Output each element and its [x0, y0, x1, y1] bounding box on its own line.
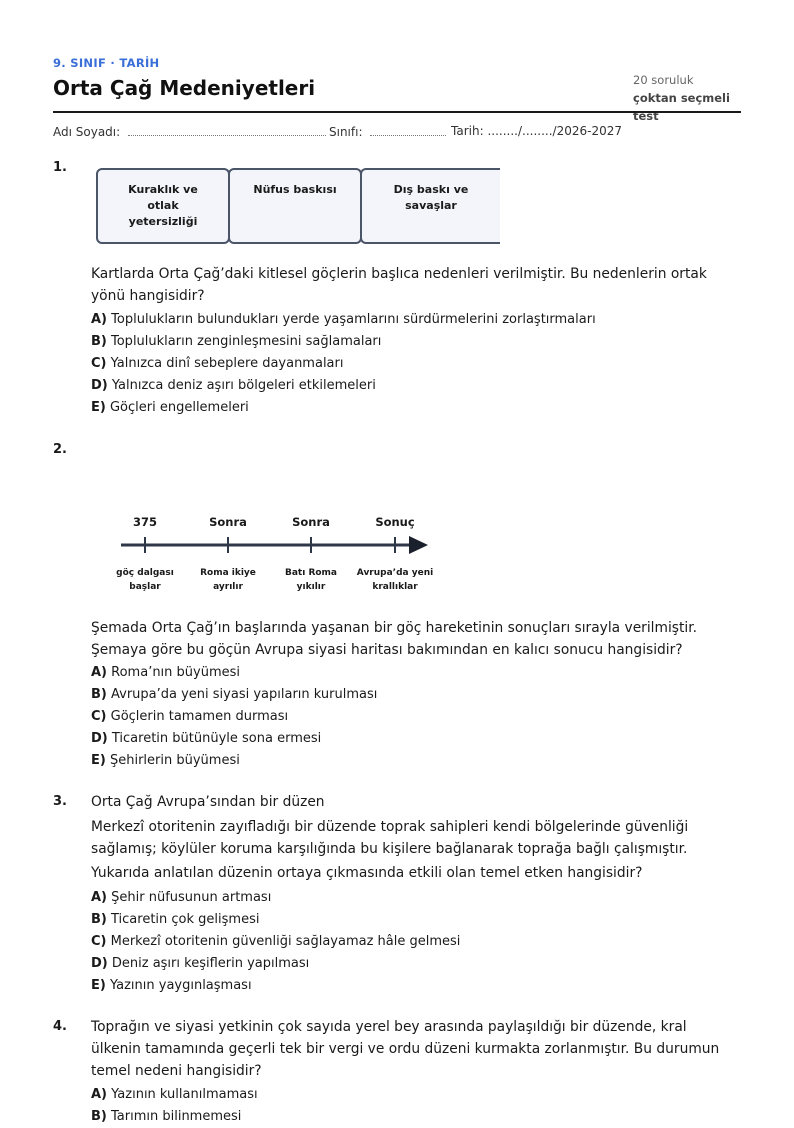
option-e[interactable]: E) Şehirlerin büyümesi — [91, 753, 240, 768]
timeline-bottom-label: Roma ikiye — [200, 568, 256, 578]
name-field[interactable] — [128, 124, 326, 136]
option-c[interactable]: C) Yalnızca dinî sebeplere dayanmaları — [91, 356, 344, 371]
timeline-bottom-label: başlar — [129, 582, 161, 592]
option-e[interactable]: E) Yazının yaygınlaşması — [91, 978, 252, 993]
option-c[interactable]: C) Merkezî otoritenin güvenliği sağlayamaz hâle gelmesi — [91, 934, 461, 949]
option-a[interactable]: A) Şehir nüfusunun artması — [91, 890, 272, 905]
page-title: Orta Çağ Medeniyetleri — [53, 76, 316, 100]
cause-card — [360, 168, 500, 244]
timeline-bottom-label: yıkılır — [296, 582, 326, 592]
timeline-diagram — [113, 505, 493, 600]
timeline-bottom-label: göç dalgası — [116, 568, 174, 578]
date-label: Tarih: — [451, 124, 484, 138]
date-field[interactable]: ......../......../2026-2027 — [487, 124, 622, 138]
cause-card — [96, 168, 230, 244]
option-c[interactable]: C) Göçlerin tamamen durması — [91, 709, 289, 724]
timeline-arrowhead — [409, 536, 428, 554]
option-d[interactable]: D) Ticaretin bütünüyle sona ermesi — [91, 731, 322, 746]
question-text: Yukarıda anlatılan düzenin ortaya çıkmasında etkili olan temel etken hangisidir? — [91, 865, 643, 881]
question-passage: Merkezî otoritenin zayıfladığı bir düzende toprak sahipleri kendi bölgelerinde güvenliği sağlamış; köylüler koruma karşılığında bu kişilere bağlanarak toprağa bağlı çalışmıştır. — [91, 819, 689, 857]
question-number: 3. — [53, 794, 67, 809]
class-field[interactable] — [370, 124, 446, 136]
question-text: Şemada Orta Çağ’ın başlarında yaşanan bir göç hareketinin sonuçları sırayla verilmiştir. Şemaya göre bu göçün Avrupa siyasi haritası bakımından en kalıcı sonucu hangisidir? — [91, 620, 698, 658]
option-b[interactable]: B) Ticaretin çok gelişmesi — [91, 912, 260, 927]
options-list — [91, 309, 731, 419]
header-divider — [53, 111, 741, 113]
question-number: 2. — [53, 442, 67, 457]
timeline-top-label: Sonra — [292, 515, 330, 529]
option-b[interactable]: B) Avrupa’da yeni siyasi yapıların kurulması — [91, 687, 378, 702]
option-d[interactable]: D) Deniz aşırı keşiflerin yapılması — [91, 956, 310, 971]
cause-card-text: Dış baskı ve savaşlar — [393, 183, 469, 212]
cause-card-text: Kuraklık ve otlak yetersizliği — [128, 183, 198, 228]
options-list — [91, 662, 731, 772]
timeline-bottom-label: Avrupa’da yeni — [356, 568, 434, 578]
test-type: çoktan seçmeli test — [633, 91, 730, 123]
timeline-top-label: 375 — [132, 515, 158, 529]
name-label: Adı Soyadı: — [53, 125, 121, 139]
question-number: 1. — [53, 160, 67, 175]
option-a[interactable]: A) Yazının kullanılmaması — [91, 1087, 258, 1102]
question-count: 20 soruluk — [633, 73, 694, 87]
question-number: 4. — [53, 1019, 67, 1034]
timeline-bottom-label: krallıklar — [372, 582, 418, 592]
option-b[interactable]: B) Tarımın bilinmemesi — [91, 1109, 242, 1124]
timeline-bottom-label: ayrılır — [213, 582, 243, 592]
option-a[interactable]: A) Roma’nın büyümesi — [91, 665, 241, 680]
grade-subject-label: 9. SINIF · TARİH — [53, 56, 160, 70]
question-text: Toprağın ve siyasi yetkinin çok sayıda yerel bey arasında paylaşıldığı bir düzende, kral ülkenin tamamında geçerli tek bir vergi ve ordu düzeni kurmakta zorlanmıştır. Bu durumun temel nedeni hangisidir? — [91, 1019, 720, 1079]
class-label: Sınıfı: — [329, 125, 363, 139]
test-meta — [633, 71, 741, 125]
timeline-top-label: Sonra — [209, 515, 247, 529]
question-text: Kartlarda Orta Çağ’daki kitlesel göçlerin başlıca nedenleri verilmiştir. Bu nedenlerin ortak yönü hangisidir? — [91, 266, 707, 304]
option-d[interactable]: D) Yalnızca deniz aşırı bölgeleri etkilemeleri — [91, 378, 376, 393]
cause-card — [228, 168, 362, 244]
option-b[interactable]: B) Toplulukların zenginleşmesini sağlamaları — [91, 334, 382, 349]
question-heading: Orta Çağ Avrupa’sından bir düzen — [91, 794, 325, 810]
option-e[interactable]: E) Göçleri engellemeleri — [91, 400, 249, 415]
options-list — [91, 887, 731, 997]
options-list — [91, 1084, 731, 1128]
timeline-top-label: Sonuç — [375, 515, 415, 529]
option-a[interactable]: A) Toplulukların bulundukları yerde yaşamlarını sürdürmelerini zorlaştırmaları — [91, 312, 596, 327]
cause-card-text: Nüfus baskısı — [253, 183, 337, 196]
timeline-bottom-label: Batı Roma — [284, 568, 338, 578]
